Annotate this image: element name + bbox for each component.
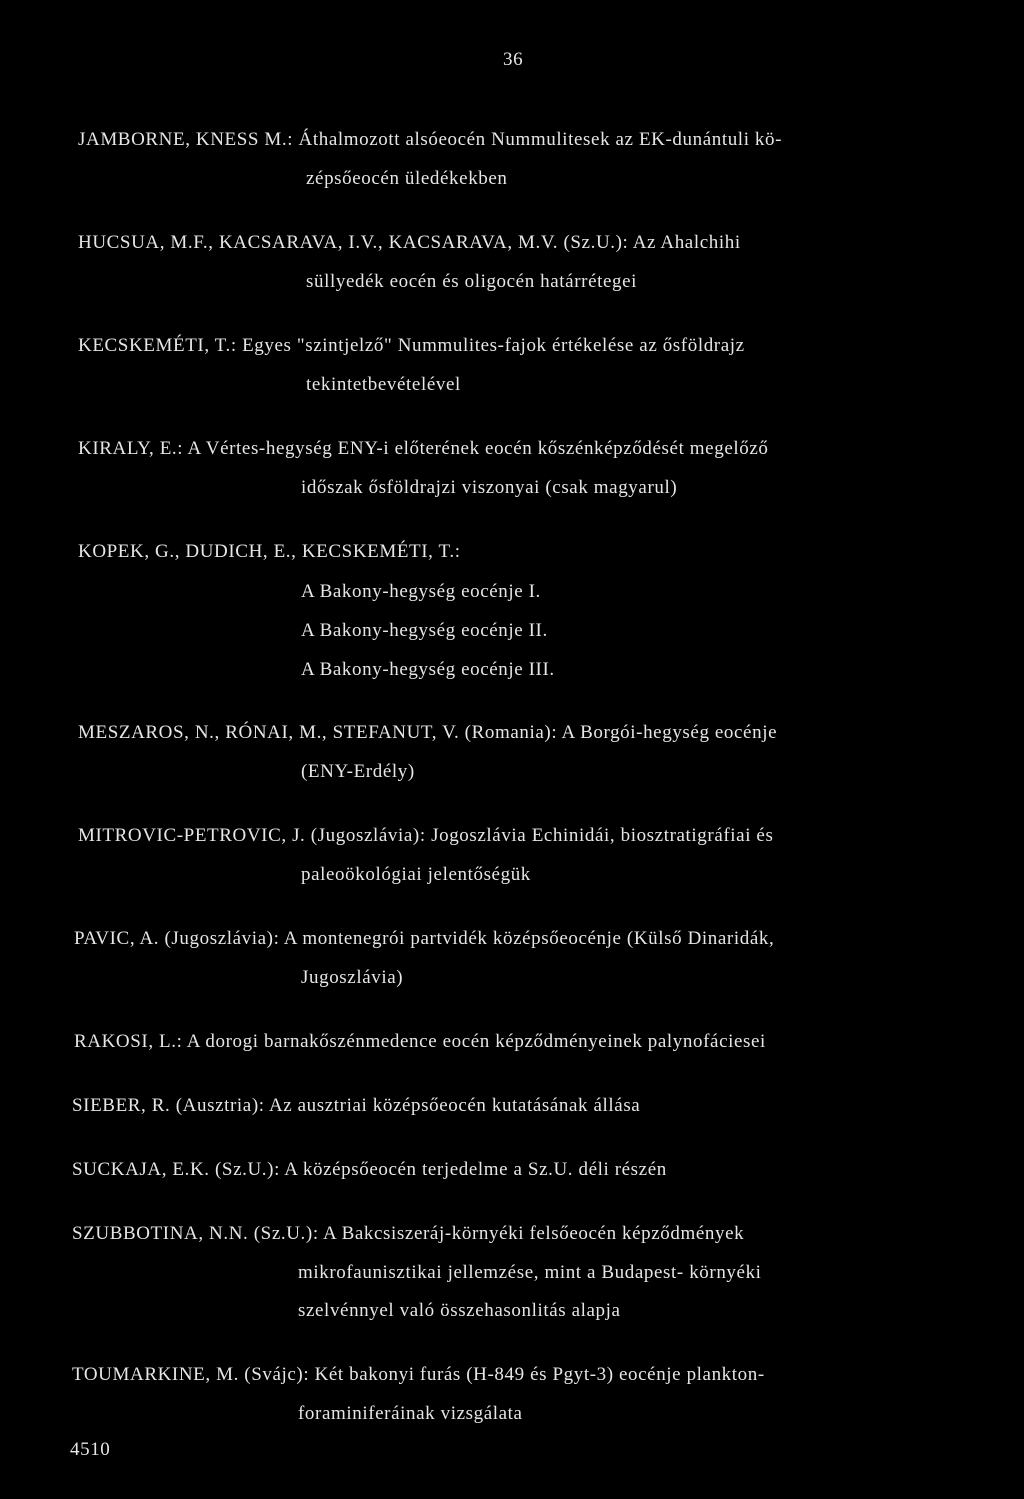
entry-2-first-line (78, 334, 745, 358)
entry-author: SUCKAJA, E.K. (Sz.U.) (72, 1159, 275, 1180)
entry-title-first: A montenegrói partvidék középsőeocénje (Külső Dinaridák, (283, 928, 775, 949)
entry-title-first: A Borgói-hegység eocénje (561, 722, 778, 743)
entry-2-continuation: tekintetbevételével (306, 374, 461, 395)
entry-title-first: Áthalmozott alsóeocén Nummulitesek az EK-dunántuli kö- (298, 129, 783, 150)
entry-7-first-line (74, 927, 774, 951)
entry-separator: : (273, 928, 284, 949)
entry-separator: : (230, 335, 243, 356)
entry-11-first-line (72, 1222, 744, 1246)
entry-title-first: Az ausztriai középsőeocén kutatásának állása (268, 1095, 641, 1116)
entry-author: RAKOSI, L. (74, 1031, 177, 1052)
entry-author: MITROVIC-PETROVIC, J. (Jugoszlávia) (78, 825, 420, 846)
entry-12-first-line (72, 1363, 765, 1387)
entry-4-continuation: A Bakony-hegység eocénje II. (301, 620, 548, 641)
entry-12-continuation: foraminiferáinak vizsgálata (298, 1403, 523, 1424)
page-number: 36 (503, 49, 524, 70)
entry-4-first-line (78, 540, 461, 564)
entry-author: KECSKEMÉTI, T. (78, 335, 231, 356)
entry-4-continuation: A Bakony-hegység eocénje III. (301, 659, 555, 680)
entry-6-first-line (78, 824, 773, 848)
entry-7-continuation: Jugoszlávia) (301, 967, 404, 988)
entry-author: HUCSUA, M.F., KACSARAVA, I.V., KACSARAVA, M.V. (Sz.U.) (78, 232, 623, 253)
entry-separator: : (258, 1095, 269, 1116)
entry-11-continuation: mikrofaunisztikai jellemzése, mint a Budapest- környéki (298, 1262, 762, 1283)
entry-title-first: A dorogi barnakőszénmedence eocén képződményeinek palynofáciesei (186, 1031, 766, 1052)
entry-title-first: Az Ahalchihi (632, 232, 741, 253)
entry-author: KOPEK, G., DUDICH, E., KECSKEMÉTI, T. (78, 541, 455, 562)
entry-1-first-line (78, 231, 741, 255)
entry-title-first: A Vértes-hegység ENY-i előterének eocén kőszénképződését megelőző (187, 438, 769, 459)
entry-separator: : (622, 232, 633, 253)
entry-4-continuation: A Bakony-hegység eocénje I. (301, 581, 541, 602)
entry-11-continuation: szelvénnyel való összehasonlitás alapja (298, 1300, 621, 1321)
entry-separator: : (454, 541, 461, 562)
entry-0-first-line (78, 128, 782, 152)
entry-separator: : (312, 1223, 323, 1244)
entry-6-continuation: paleoökológiai jelentőségük (301, 864, 531, 885)
entry-author: MESZAROS, N., RÓNAI, M., STEFANUT, V. (Romania) (78, 722, 552, 743)
entry-5-continuation: (ENY-Erdély) (301, 761, 415, 782)
entry-separator: : (274, 1159, 285, 1180)
entry-title-first: Egyes "szintjelző" Nummulites-fajok értékelése az ősföldrajz (242, 335, 745, 356)
entry-title-first: A középsőeocén terjedelme a Sz.U. déli részén (284, 1159, 667, 1180)
entry-separator: : (287, 129, 299, 150)
entry-0-continuation: zépsőeocén üledékekben (306, 168, 508, 189)
entry-separator: : (303, 1364, 315, 1385)
entry-author: JAMBORNE, KNESS M. (78, 129, 288, 150)
entry-9-first-line (72, 1094, 640, 1118)
footer-code: 4510 (70, 1439, 111, 1460)
entry-author: TOUMARKINE, M. (Svájc) (72, 1364, 304, 1385)
entry-3-continuation: időszak ősföldrajzi viszonyai (csak magyarul) (301, 477, 678, 498)
entry-3-first-line (78, 437, 768, 461)
entry-1-continuation: süllyedék eocén és oligocén határrétegei (306, 271, 638, 292)
entry-title-first: Jogoszlávia Echinidái, biosztratigráfiai és (431, 825, 774, 846)
entry-separator: : (419, 825, 432, 846)
entry-8-first-line (74, 1030, 766, 1054)
entry-separator: : (176, 1031, 187, 1052)
entry-author: SZUBBOTINA, N.N. (Sz.U.) (72, 1223, 313, 1244)
entry-5-first-line (78, 721, 777, 745)
entry-author: SIEBER, R. (Ausztria) (72, 1095, 259, 1116)
entry-title-first: Két bakonyi furás (H-849 és Pgyt-3) eocénje plankton- (314, 1364, 765, 1385)
entry-separator: : (177, 438, 188, 459)
entry-author: KIRALY, E. (78, 438, 178, 459)
entry-separator: : (551, 722, 562, 743)
entry-author: PAVIC, A. (Jugoszlávia) (74, 928, 274, 949)
entry-10-first-line (72, 1158, 667, 1182)
entry-title-first: A Bakcsiszeráj-környéki felsőeocén képződmények (323, 1223, 745, 1244)
